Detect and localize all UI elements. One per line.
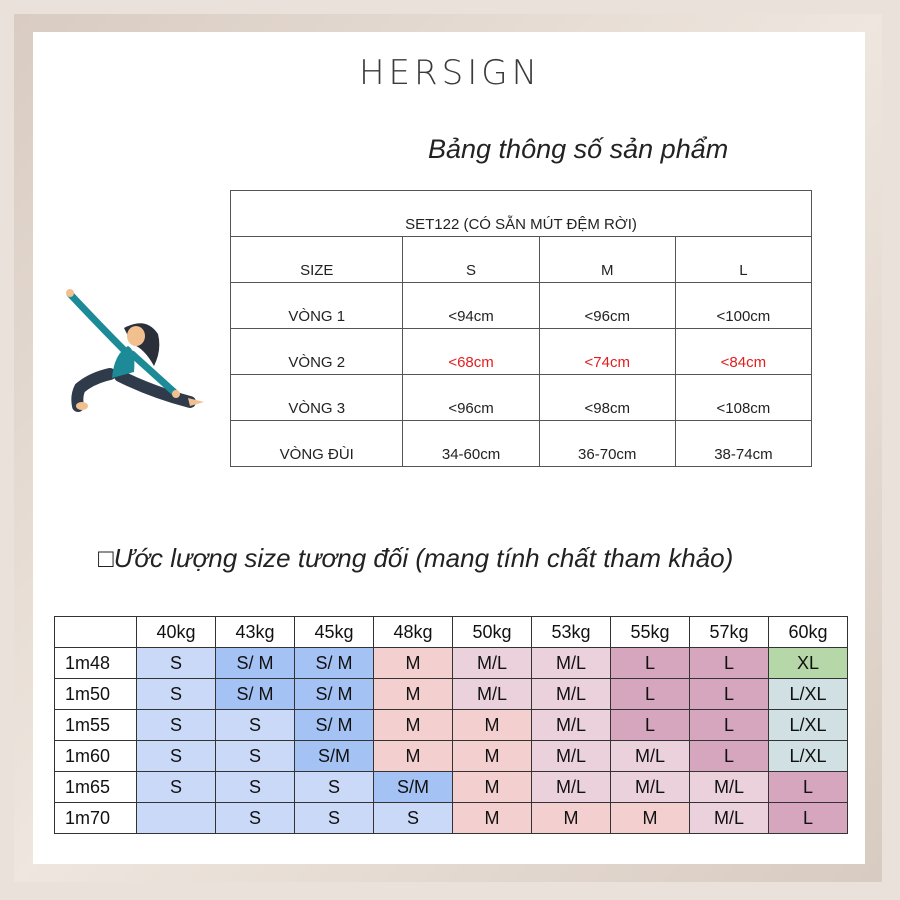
weight-header: 50kg	[453, 617, 532, 648]
size-cell: S	[137, 648, 216, 679]
size-cell: S	[137, 679, 216, 710]
spec-header-cell: L	[675, 237, 811, 283]
height-label: 1m48	[55, 648, 137, 679]
size-cell: M/L	[532, 679, 611, 710]
spec-caption: SET122 (CÓ SẴN MÚT ĐỆM RỜI)	[231, 191, 812, 237]
size-cell: L	[769, 772, 848, 803]
size-cell: S	[137, 772, 216, 803]
size-cell: M/L	[690, 803, 769, 834]
size-cell: L	[690, 741, 769, 772]
spec-row-label: VÒNG ĐÙI	[231, 421, 403, 467]
spec-cell-highlight: <84cm	[675, 329, 811, 375]
spec-cell: 34-60cm	[403, 421, 539, 467]
size-cell: S/ M	[295, 710, 374, 741]
size-cell: XL	[769, 648, 848, 679]
height-label: 1m70	[55, 803, 137, 834]
weight-header: 55kg	[611, 617, 690, 648]
size-cell: M/L	[532, 741, 611, 772]
spec-header-row	[231, 237, 812, 283]
size-cell-empty	[137, 803, 216, 834]
corner-cell	[55, 617, 137, 648]
spec-cell: <96cm	[539, 283, 675, 329]
size-cell: M/L	[690, 772, 769, 803]
size-cell: L/XL	[769, 679, 848, 710]
size-cell: S	[216, 710, 295, 741]
size-cell: M/L	[453, 679, 532, 710]
spec-row-label: VÒNG 2	[231, 329, 403, 375]
weight-header: 60kg	[769, 617, 848, 648]
size-cell: L	[611, 710, 690, 741]
size-cell: S	[216, 741, 295, 772]
size-cell: M	[453, 741, 532, 772]
size-estimate-table	[54, 616, 848, 834]
spec-header-cell: M	[539, 237, 675, 283]
size-cell: S/ M	[295, 679, 374, 710]
size-cell: S	[137, 710, 216, 741]
spec-table-title: Bảng thông số sản phẩm	[428, 134, 729, 164]
weight-header: 53kg	[532, 617, 611, 648]
spec-row-label: VÒNG 1	[231, 283, 403, 329]
size-cell: S/ M	[216, 648, 295, 679]
weight-header: 43kg	[216, 617, 295, 648]
size-cell: M	[453, 772, 532, 803]
size-cell: M	[611, 803, 690, 834]
spec-header-cell: SIZE	[231, 237, 403, 283]
size-cell: M/L	[611, 741, 690, 772]
spec-cell: <96cm	[403, 375, 539, 421]
height-label: 1m55	[55, 710, 137, 741]
weight-header: 48kg	[374, 617, 453, 648]
spec-header-cell: S	[403, 237, 539, 283]
height-label: 1m60	[55, 741, 137, 772]
spec-table	[230, 190, 812, 467]
height-row	[55, 803, 848, 834]
size-cell: M/L	[532, 772, 611, 803]
height-row	[55, 741, 848, 772]
size-cell: S/ M	[295, 648, 374, 679]
size-cell: S	[216, 803, 295, 834]
height-row	[55, 710, 848, 741]
size-cell: M/L	[532, 648, 611, 679]
weight-header-row	[55, 617, 848, 648]
spec-row	[231, 283, 812, 329]
height-row	[55, 772, 848, 803]
spec-cell-highlight: <74cm	[539, 329, 675, 375]
weight-header: 57kg	[690, 617, 769, 648]
size-cell: S/ M	[216, 679, 295, 710]
yoga-pose-woman-illustration	[62, 288, 212, 418]
size-cell: L	[611, 679, 690, 710]
spec-row	[231, 375, 812, 421]
size-cell: L	[611, 648, 690, 679]
spec-cell: 38-74cm	[675, 421, 811, 467]
spec-cell-highlight: <68cm	[403, 329, 539, 375]
weight-header: 40kg	[137, 617, 216, 648]
size-cell: L	[690, 648, 769, 679]
size-cell: S	[295, 803, 374, 834]
size-cell: M/L	[453, 648, 532, 679]
weight-header: 45kg	[295, 617, 374, 648]
size-cell: M	[453, 803, 532, 834]
height-row	[55, 648, 848, 679]
height-label: 1m65	[55, 772, 137, 803]
size-cell: M/L	[611, 772, 690, 803]
size-cell: L	[690, 710, 769, 741]
spec-row	[231, 421, 812, 467]
estimate-title: □Ước lượng size tương đối (mang tính chất tham khảo)	[98, 543, 734, 573]
size-cell: S	[374, 803, 453, 834]
spec-row-label: VÒNG 3	[231, 375, 403, 421]
spec-cell: <100cm	[675, 283, 811, 329]
size-cell: L	[690, 679, 769, 710]
size-cell: L/XL	[769, 710, 848, 741]
height-row	[55, 679, 848, 710]
size-cell: M	[374, 741, 453, 772]
size-cell: M	[374, 710, 453, 741]
height-label: 1m50	[55, 679, 137, 710]
size-cell: S	[216, 772, 295, 803]
size-cell: S/M	[374, 772, 453, 803]
spec-cell: <94cm	[403, 283, 539, 329]
size-cell: M	[532, 803, 611, 834]
size-cell: M	[453, 710, 532, 741]
size-cell: M	[374, 648, 453, 679]
size-cell: M	[374, 679, 453, 710]
size-cell: S/M	[295, 741, 374, 772]
size-cell: S	[137, 741, 216, 772]
size-cell: S	[295, 772, 374, 803]
size-cell: L/XL	[769, 741, 848, 772]
size-cell: L	[769, 803, 848, 834]
brand-logo: HERSIGN	[358, 53, 542, 93]
spec-cell: <108cm	[675, 375, 811, 421]
spec-cell: <98cm	[539, 375, 675, 421]
spec-row	[231, 329, 812, 375]
spec-cell: 36-70cm	[539, 421, 675, 467]
size-cell: M/L	[532, 710, 611, 741]
